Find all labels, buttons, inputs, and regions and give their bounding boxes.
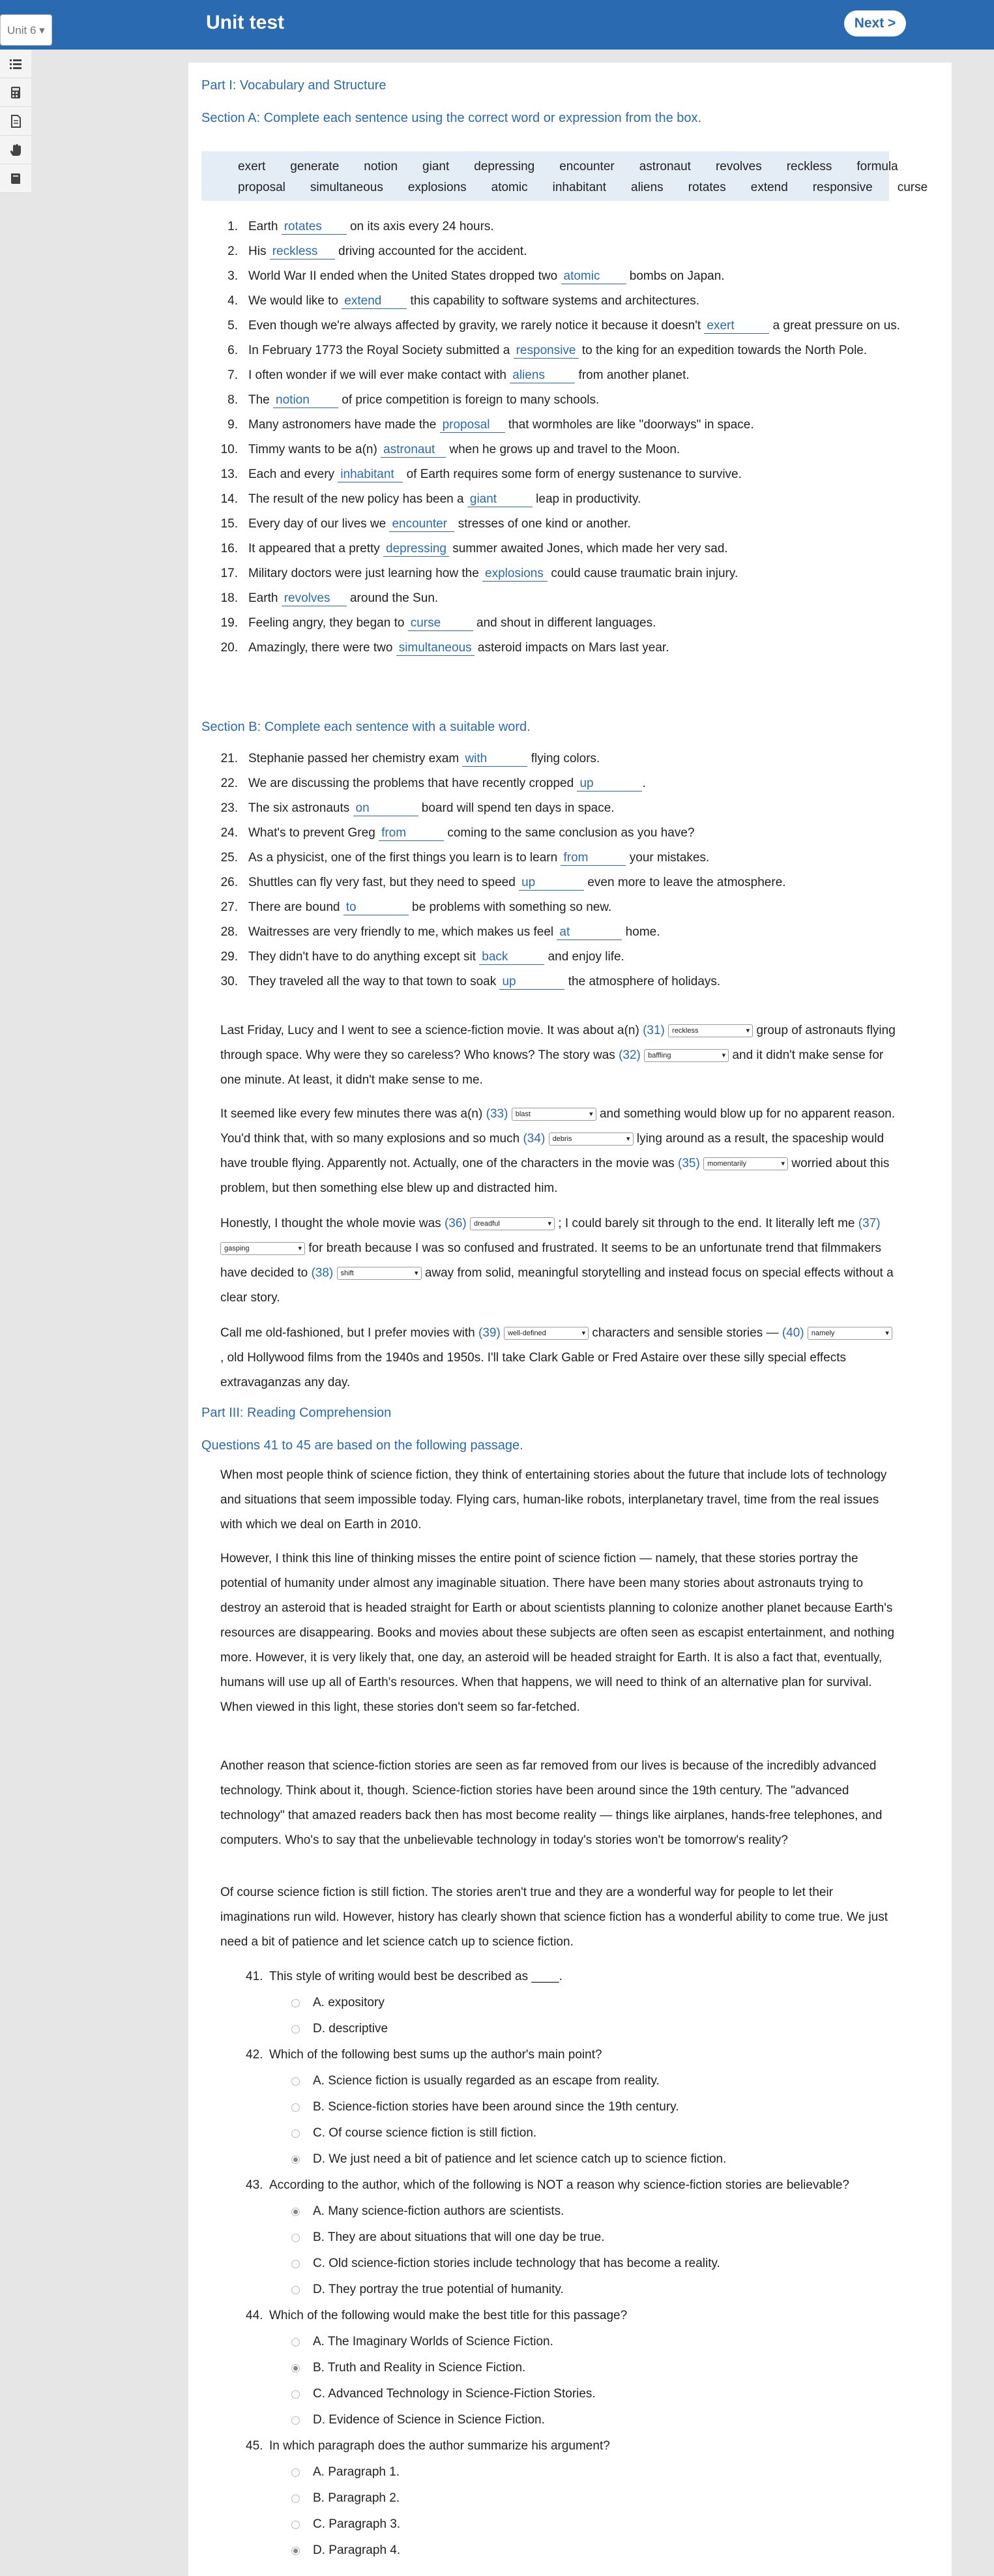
question-number: 16. — [220, 542, 238, 555]
answer-option[interactable] — [246, 2329, 898, 2355]
answer-option[interactable] — [246, 2146, 898, 2172]
question-row — [201, 365, 905, 390]
answer-option[interactable] — [246, 2016, 898, 2042]
question-row — [201, 464, 905, 489]
calculator-icon[interactable] — [0, 78, 31, 107]
question-row — [201, 588, 905, 613]
answer-input[interactable]: atomic — [561, 269, 626, 284]
answer-option[interactable] — [246, 2251, 898, 2277]
answer-input[interactable]: at — [557, 925, 622, 940]
question-row — [201, 638, 905, 662]
answer-input[interactable]: up — [519, 876, 584, 891]
sectionB-title: Section B: Complete each sentence with a suitable word. — [201, 720, 531, 734]
select-39[interactable]: well-defined ▾ — [504, 1327, 589, 1340]
answer-option[interactable] — [246, 2485, 898, 2511]
radio-button[interactable] — [291, 1999, 300, 2007]
select-35[interactable]: momentarily ▾ — [703, 1157, 788, 1170]
cloze-paragraph-3: Honestly, I thought the whole movie was (36) dreadful ▾ ; I could barely sit through to the end. It literally left me (37) gasping ▾ for breath because I was so confused and frustrated. It seems to be an unfortunate trend that filmmakers have decided to (38) shift ▾ away from solid, meaningful storytelling and instead focus on special effects without a clear story. — [220, 1211, 898, 1310]
option-label: B. Paragraph 2. — [313, 2491, 400, 2505]
answer-input[interactable]: giant — [467, 492, 533, 507]
question-text: Which of the following best sums up the author's main point? — [269, 2048, 602, 2062]
question-text: The six astronauts on board will spend ten days in space. — [248, 801, 615, 815]
passage-paragraph-3: Another reason that science-fiction stories are seen as far removed from our lives is because of the incredibly advanced technology. Think about it, though. Science-fiction stories have been around since the 19th century. The "advanced technology" that amazed readers back then has most become reality — things like airplanes, hands-free telephones, and computers. Who's to say that the unbelievable technology in today's stories won't be tomorrow's reality? — [220, 1759, 883, 1847]
answer-input[interactable]: exert — [704, 319, 769, 334]
answer-option[interactable] — [246, 2538, 898, 2564]
word-bank-item: giant — [422, 160, 450, 173]
answer-option[interactable] — [246, 2068, 898, 2094]
question-text: Waitresses are very friendly to me, which makes us feel at home. — [248, 925, 660, 939]
multiple-choice-questions — [246, 1964, 898, 2564]
question-number: 18. — [220, 591, 238, 605]
radio-button[interactable] — [291, 2468, 300, 2477]
option-label: D. Paragraph 4. — [313, 2543, 401, 2557]
option-label: A. Paragraph 1. — [313, 2465, 400, 2479]
option-label: C. Of course science fiction is still fiction. — [313, 2126, 537, 2140]
question-number: 28. — [220, 925, 238, 939]
question-text: The result of the new policy has been a giant leap in productivity. — [248, 492, 641, 506]
question-number: 26. — [220, 876, 238, 889]
question-row — [201, 415, 905, 439]
question-text: Timmy wants to be a(n) astronaut when he grows up and travel to the Moon. — [248, 443, 680, 456]
option-label: D. Evidence of Science in Science Fiction. — [313, 2413, 545, 2427]
word-bank-item: proposal — [238, 181, 285, 194]
mc-question — [246, 2042, 898, 2172]
question-number: 17. — [220, 567, 238, 580]
question-text: What's to prevent Greg from coming to the same conclusion as you have? — [248, 826, 695, 840]
question-number: 23. — [220, 801, 238, 815]
question-number: 13. — [220, 467, 238, 481]
list-icon[interactable] — [0, 50, 31, 78]
question-number: 20. — [220, 641, 238, 655]
question-row — [201, 613, 905, 638]
question-row — [201, 241, 905, 266]
question-number: 7. — [227, 368, 238, 382]
mc-question-stem — [246, 2042, 898, 2068]
question-number: 14. — [220, 492, 238, 506]
question-text: We would like to extend this capability to software systems and architectures. — [248, 294, 700, 308]
word-bank-item: exert — [238, 160, 266, 173]
question-row — [201, 340, 905, 365]
mc-question-stem — [246, 2303, 898, 2329]
question-text: Even though we're always affected by gravity, we rarely notice it because it doesn't exert a great pressure on us. — [248, 319, 901, 333]
radio-button[interactable] — [291, 2521, 300, 2529]
question-row — [201, 266, 905, 291]
question-number: 44. — [246, 2309, 263, 2322]
question-text: Earth revolves around the Sun. — [248, 591, 439, 605]
question-number: 4. — [227, 294, 238, 308]
answer-input[interactable]: reckless — [270, 244, 335, 259]
word-bank-item: extend — [750, 181, 788, 194]
question-text: Earth rotates on its axis every 24 hours. — [248, 220, 494, 233]
option-label: A. Many science-fiction authors are scientists. — [313, 2204, 564, 2218]
question-text: We are discussing the problems that have recently cropped up . — [248, 777, 646, 790]
radio-button[interactable] — [291, 2129, 300, 2138]
question-text: Which of the following would make the best title for this passage? — [269, 2309, 628, 2322]
answer-input[interactable]: proposal — [440, 418, 505, 433]
book-icon[interactable] — [0, 164, 31, 193]
mc-question-stem — [246, 2172, 898, 2198]
question-text: They traveled all the way to that town to soak up the atmosphere of holidays. — [248, 975, 721, 988]
question-row — [201, 216, 905, 241]
question-number: 29. — [220, 950, 238, 964]
word-bank-item: explosions — [407, 181, 467, 194]
mc-question-stem — [246, 2433, 898, 2459]
question-number: 1. — [227, 220, 238, 233]
radio-button[interactable] — [291, 2416, 300, 2425]
part1-title: Part I: Vocabulary and Structure — [201, 78, 387, 93]
word-bank-item: notion — [364, 160, 398, 173]
word-bank-item: revolves — [715, 160, 762, 173]
word-bank-row — [238, 156, 898, 177]
word-bank-item: reckless — [786, 160, 832, 173]
radio-button[interactable] — [291, 2260, 300, 2268]
question-text: I often wonder if we will ever make contact with aliens from another planet. — [248, 368, 690, 382]
question-row — [201, 922, 905, 947]
word-bank-item: responsive — [812, 181, 873, 194]
radio-button[interactable] — [291, 2234, 300, 2242]
question-row — [201, 773, 905, 798]
question-number: 45. — [246, 2439, 263, 2453]
question-row — [201, 291, 905, 316]
answer-input[interactable]: up — [577, 777, 642, 792]
answer-input[interactable]: on — [353, 801, 418, 816]
mc-question — [246, 1964, 898, 2042]
answer-input[interactable]: aliens — [510, 368, 575, 383]
select-40[interactable]: namely ▾ — [808, 1327, 892, 1340]
question-number: 22. — [220, 777, 238, 790]
answer-option[interactable] — [246, 2459, 898, 2485]
section-b-questions — [201, 748, 905, 996]
option-label: B. Truth and Reality in Science Fiction. — [313, 2361, 526, 2375]
word-bank-item: generate — [290, 160, 340, 173]
word-bank-item: astronaut — [639, 160, 691, 173]
question-row — [201, 947, 905, 971]
cloze-paragraph-4: Call me old-fashioned, but I prefer movies with (39) well-defined ▾ characters and sensible stories — (40) namely ▾ , old Hollywood films from the 1940s and 1950s. I'll take Clark Gable or Fred Astaire over these silly special effects extravaganzas any day. — [220, 1321, 898, 1395]
answer-input[interactable]: responsive — [514, 344, 579, 359]
document-icon[interactable] — [0, 107, 31, 136]
radio-button[interactable] — [291, 2103, 300, 2112]
question-row — [201, 897, 905, 922]
answer-input[interactable]: curse — [408, 616, 473, 631]
answer-option[interactable] — [246, 2381, 898, 2407]
radio-button[interactable] — [291, 2025, 300, 2034]
question-number: 42. — [246, 2048, 263, 2062]
question-number: 15. — [220, 517, 238, 531]
question-row — [201, 563, 905, 588]
option-label: D. We just need a bit of patience and let science catch up to science fiction. — [313, 2152, 727, 2166]
question-text: Every day of our lives we encounter stresses of one kind or another. — [248, 517, 631, 531]
side-toolbar — [0, 50, 31, 2576]
answer-option[interactable] — [246, 1990, 898, 2016]
answer-input[interactable]: inhabitant — [338, 467, 403, 482]
word-bank-item: depressing — [474, 160, 535, 173]
question-number: 25. — [220, 851, 238, 865]
question-text: The notion of price competition is foreign to many schools. — [248, 393, 600, 407]
answer-input[interactable]: with — [462, 752, 527, 767]
select-33[interactable]: blast ▾ — [512, 1108, 596, 1121]
option-label: A. The Imaginary Worlds of Science Fiction. — [313, 2335, 553, 2348]
question-row — [201, 798, 905, 823]
question-text: In February 1773 the Royal Society submitted a responsive to the king for an expedition towards the North Pole. — [248, 344, 868, 357]
answer-option[interactable] — [246, 2277, 898, 2303]
question-row — [201, 514, 905, 539]
test-page — [188, 63, 952, 2576]
question-number: 19. — [220, 616, 238, 630]
radio-button[interactable] — [291, 2077, 300, 2086]
option-label: C. Old science-fiction stories include technology that has become a reality. — [313, 2257, 720, 2270]
cloze-paragraph-2: It seemed like every few minutes there was a(n) (33) blast ▾ and something would blow up for no apparent reason. You'd think that, with so many explosions and so much (34) debris ▾ lying around as a result, the spaceship would have trouble flying. Apparently not. Actually, one of the characters in the movie was (35) momentarily ▾ worried about this problem, but then something else blew up and distracted him. — [220, 1102, 898, 1201]
question-text: Each and every inhabitant of Earth requires some form of energy sustenance to survive. — [248, 467, 742, 481]
radio-button[interactable] — [291, 2208, 300, 2216]
question-text: Many astronomers have made the proposal that wormholes are like "doorways" in space. — [248, 418, 754, 432]
question-number: 24. — [220, 826, 238, 840]
passage-intro: Questions 41 to 45 are based on the following passage. — [201, 1438, 523, 1453]
select-38[interactable]: shift ▾ — [337, 1267, 422, 1280]
radio-button[interactable] — [291, 2155, 300, 2164]
question-text: According to the author, which of the following is NOT a reason why science-fiction stories are believable? — [269, 2178, 849, 2192]
radio-button[interactable] — [291, 2338, 300, 2347]
answer-option[interactable] — [246, 2511, 898, 2538]
question-number: 3. — [227, 269, 238, 283]
question-row — [201, 872, 905, 897]
question-text: It appeared that a pretty depressing summer awaited Jones, which made her very sad. — [248, 542, 728, 555]
word-bank-item: curse — [897, 181, 928, 194]
option-label: D. They portray the true potential of humanity. — [313, 2283, 564, 2296]
question-number: 6. — [227, 344, 238, 357]
question-row — [201, 848, 905, 872]
word-bank — [201, 151, 928, 201]
passage-paragraph-4: Of course science fiction is still fiction. The stories aren't true and they are a wonderful way for people to let their imaginations run wild. However, history has clearly shown that science fiction has a wonderful ability to come true. We just need a bit of patience and let science catch up to science fiction. — [220, 1886, 888, 1949]
question-number: 30. — [220, 975, 238, 988]
answer-option[interactable] — [246, 2120, 898, 2146]
mc-question — [246, 2172, 898, 2303]
answer-input[interactable]: depressing — [383, 542, 449, 557]
question-text: Shuttles can fly very fast, but they need to speed up even more to leave the atmosphere. — [248, 876, 786, 889]
word-bank-item: atomic — [491, 181, 528, 194]
question-text: In which paragraph does the author summarize his argument? — [269, 2439, 610, 2453]
question-text: This style of writing would best be described as ____. — [269, 1970, 563, 1983]
mc-question — [246, 2303, 898, 2433]
question-row — [201, 390, 905, 415]
word-bank-item: rotates — [688, 181, 726, 194]
question-number: 9. — [227, 418, 238, 432]
answer-option[interactable] — [246, 2407, 898, 2433]
question-text: Military doctors were just learning how the explosions could cause traumatic brain injury. — [248, 567, 738, 580]
answer-input[interactable]: from — [561, 851, 626, 866]
question-number: 8. — [227, 393, 238, 407]
passage-paragraph-1: When most people think of science fiction, they think of entertaining stories about the future that include lots of technology and situations that seem impossible today. Flying cars, human-like robots, interplanetary travel, time from the real issues with which we deal on Earth in 2010. — [220, 1468, 887, 1532]
word-bank-item: encounter — [559, 160, 615, 173]
option-label: C. Advanced Technology in Science-Fiction Stories. — [313, 2387, 596, 2401]
answer-input[interactable]: extend — [342, 294, 407, 309]
answer-option[interactable] — [246, 2355, 898, 2381]
radio-button[interactable] — [291, 2286, 300, 2294]
select-34[interactable]: debris ▾ — [549, 1133, 634, 1146]
option-label: B. Science-fiction stories have been around since the 19th century. — [313, 2100, 679, 2114]
radio-button[interactable] — [291, 2547, 300, 2555]
answer-input[interactable]: rotates — [282, 220, 347, 235]
question-text: Stephanie passed her chemistry exam with flying colors. — [248, 752, 600, 765]
answer-input[interactable]: from — [379, 826, 444, 841]
question-number: 21. — [220, 752, 238, 765]
question-row — [201, 439, 905, 464]
option-label: B. They are about situations that will one day be true. — [313, 2230, 605, 2244]
radio-button[interactable] — [291, 2364, 300, 2373]
answer-input[interactable]: explosions — [482, 567, 548, 582]
answer-input[interactable]: to — [344, 900, 409, 915]
question-text: Amazingly, there were two simultaneous asteroid impacts on Mars last year. — [248, 641, 669, 655]
answer-input[interactable]: up — [499, 975, 564, 990]
select-36[interactable]: dreadful ▾ — [470, 1217, 555, 1230]
question-text: World War II ended when the United States dropped two atomic bombs on Japan. — [248, 269, 725, 283]
word-bank-item: aliens — [631, 181, 664, 194]
option-label: A. expository — [313, 1996, 385, 2009]
question-row — [201, 316, 905, 340]
select-32[interactable]: baffling ▾ — [644, 1049, 729, 1062]
question-text: They didn't have to do anything except sit back and enjoy life. — [248, 950, 624, 964]
mc-question — [246, 2433, 898, 2564]
passage-paragraph-2: However, I think this line of thinking misses the entire point of science fiction — namely, that these stories portray the potential of humanity under almost any imaginable situation. There have been many stories about astronauts trying to destroy an asteroid that is headed straight for Earth or about scientists planning to colonize another planet because Earth's resources are disappearing. Books and movies about these subjects are often seen as escapist entertainment, and nothing more. However, it is very likely that, one day, an asteroid will be headed straight for Earth. It is also a fact that, eventually, humans will use up all of Earth's resources. When that happens, we will need to think of an alternative plan for survival. When viewed in this light, these stories don't seem so far-fetched. — [220, 1552, 895, 1714]
question-row — [201, 489, 905, 514]
sectionA-title: Section A: Complete each sentence using the correct word or expression from the box. — [201, 111, 702, 125]
question-number: 27. — [220, 900, 238, 914]
unit-select[interactable]: Unit 6 ▾ — [0, 14, 52, 46]
question-text: As a physicist, one of the first things you learn is to learn from your mistakes. — [248, 851, 710, 865]
answer-input[interactable]: encounter — [389, 517, 454, 532]
question-row — [201, 971, 905, 996]
section-a-questions — [201, 216, 905, 662]
answer-input[interactable]: simultaneous — [396, 641, 475, 656]
question-text: There are bound to be problems with something so new. — [248, 900, 612, 914]
select-37[interactable]: gasping ▾ — [220, 1242, 305, 1255]
question-text: Feeling angry, they began to curse and shout in different languages. — [248, 616, 656, 630]
option-label: C. Paragraph 3. — [313, 2517, 401, 2531]
word-bank-item: simultaneous — [310, 181, 383, 194]
answer-option[interactable] — [246, 2198, 898, 2225]
answer-option[interactable] — [246, 2094, 898, 2120]
question-number: 5. — [227, 319, 238, 333]
question-number: 10. — [220, 443, 238, 456]
question-row — [201, 823, 905, 848]
word-bank-item: formula — [856, 160, 898, 173]
select-31[interactable]: reckless ▾ — [668, 1024, 753, 1037]
answer-option[interactable] — [246, 2225, 898, 2251]
next-button[interactable]: Next > — [844, 10, 906, 37]
question-text: His reckless driving accounted for the accident. — [248, 244, 527, 258]
radio-button[interactable] — [291, 2390, 300, 2399]
word-bank-item: inhabitant — [552, 181, 606, 194]
question-number: 43. — [246, 2178, 263, 2192]
question-row — [201, 539, 905, 563]
answer-input[interactable]: astronaut — [381, 443, 446, 458]
part3-title: Part III: Reading Comprehension — [201, 1406, 392, 1420]
answer-input[interactable]: revolves — [282, 591, 347, 606]
cloze-paragraph-1: Last Friday, Lucy and I went to see a science-fiction movie. It was about a(n) (31) reckless ▾ group of astronauts flying through space. Why were they so careless? Who knows? The story was (32) baffling ▾ and it didn't make sense for one minute. At least, it didn't make sense to me. — [220, 1018, 898, 1093]
question-row — [201, 748, 905, 773]
answer-input[interactable]: back — [479, 950, 544, 965]
top-bar — [0, 0, 994, 50]
option-label: A. Science fiction is usually regarded as an escape from reality. — [313, 2074, 660, 2088]
answer-input[interactable]: notion — [273, 393, 338, 408]
question-number: 41. — [246, 1970, 263, 1983]
word-bank-row — [238, 177, 928, 198]
question-number: 2. — [227, 244, 238, 258]
page-title: Unit test — [206, 12, 284, 33]
hand-icon[interactable] — [0, 136, 31, 164]
option-label: D. descriptive — [313, 2022, 388, 2036]
mc-question-stem — [246, 1964, 898, 1990]
radio-button[interactable] — [291, 2495, 300, 2503]
